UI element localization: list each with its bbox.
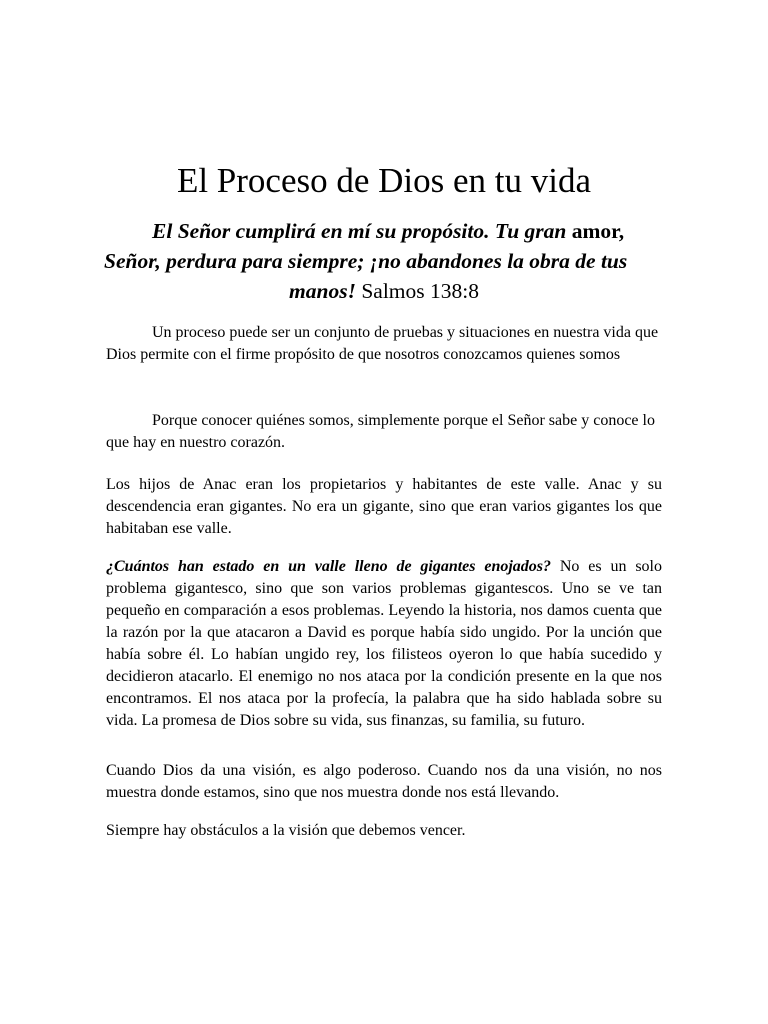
paragraph-obstaculos: Siempre hay obstáculos a la visión que debemos vencer. xyxy=(106,822,466,839)
verse-line-2: Señor, perdura para siempre; ¡no abandones la obra de tus xyxy=(104,249,628,273)
paragraph-proceso: Un proceso puede ser un conjunto de pruebas y situaciones en nuestra vida que Dios permite con el firme propósito de que nosotros conozcamos quienes somos xyxy=(106,324,659,363)
verse-line-1 xyxy=(104,216,664,246)
paragraph-gigantes xyxy=(106,556,662,732)
verse-text-normal: amor, xyxy=(566,219,625,243)
verse-text-italic: El Señor cumplirá en mí su propósito. Tu gran xyxy=(152,219,567,243)
paragraph-vision: Cuando Dios da una visión, es algo poderoso. Cuando nos da una visión, no nos muestra donde estamos, sino que nos muestra donde nos está llevando. xyxy=(106,762,662,801)
paragraph-body: No es un solo problema gigantesco, sino que son varios problemas gigantescos. Uno se ve tan pequeño en comparación a esos problemas. Leyendo la historia, nos damos cuenta que la razón por la que atacaron a David es porque había sido ungido. Por la unción que había sobre él. Lo habían ungido rey, los filisteos oyeron lo que había sucedido y decidieron atacarlo. El enemigo no nos ataca por la condición presente en la que nos encontramos. El nos ataca por la profecía, la palabra que ha sido hablada sobre su vida. La promesa de Dios sobre su vida, sus finanzas, su familia, su futuro. xyxy=(106,558,662,729)
paragraph-anac: Los hijos de Anac eran los propietarios y habitantes de este valle. Anac y su descendencia eran gigantes. No era un gigante, sino que eran varios gigantes los que habitaban ese valle. xyxy=(106,476,662,537)
verse-line-3 xyxy=(104,276,664,306)
verse-reference: Salmos 138:8 xyxy=(355,279,479,303)
bible-verse xyxy=(104,216,664,306)
paragraph-question: ¿Cuántos han estado en un valle lleno de gigantes enojados? xyxy=(106,558,552,575)
verse-text-end: manos! xyxy=(289,279,356,303)
paragraph-conocer: Porque conocer quiénes somos, simplemente porque el Señor sabe y conoce lo que hay en nuestro corazón. xyxy=(106,412,655,451)
page-title: El Proceso de Dios en tu vida xyxy=(176,161,592,200)
